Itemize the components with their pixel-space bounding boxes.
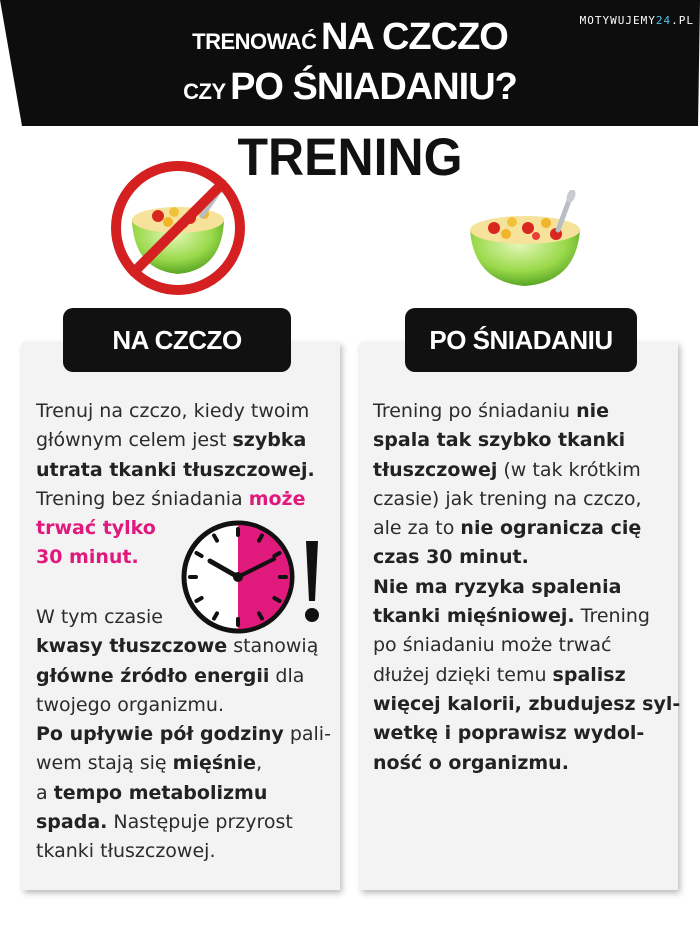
text-segment: tkanki tłuszczowej. (36, 840, 216, 863)
bold-text: spada. (36, 811, 108, 834)
text-segment: Trening bez śniadania (36, 487, 249, 510)
watermark-tld: .PL (671, 14, 694, 27)
text-line (36, 426, 315, 455)
bold-text: nie ogranicza cię (460, 517, 642, 540)
text-line (373, 573, 680, 602)
text-line (36, 837, 331, 866)
text-line (373, 397, 680, 426)
text-segment: dla (269, 664, 305, 687)
text-line (373, 602, 680, 631)
clock-tick (259, 613, 262, 618)
bold-text: wetkę i poprawisz wydol- (373, 722, 645, 745)
po-sniadaniu-text (373, 397, 680, 778)
text-line (373, 456, 680, 485)
text-segment: pali- (283, 723, 331, 746)
watermark-number: 24 (655, 14, 672, 27)
clock-tick (214, 535, 217, 540)
text-line (373, 514, 680, 543)
bold-text: tkanki mięśniowej. (373, 605, 575, 628)
page-title: TRENING (237, 127, 463, 187)
text-line (36, 662, 331, 691)
header-line1-small: TRENOWAĆ (192, 29, 317, 54)
bold-text: ność o organizmu. (373, 751, 569, 774)
text-segment: Trening po śniadaniu (373, 400, 577, 422)
exclamation-icon (305, 541, 319, 622)
bold-text: spala tak szybko tkanki (373, 429, 626, 452)
text-segment: Następuje przyrost (107, 811, 293, 834)
clock-tick (274, 598, 279, 601)
site-watermark (580, 14, 694, 27)
text-segment: , (256, 752, 263, 775)
text-segment: W tym czasie (36, 606, 163, 628)
clock-tick (274, 553, 279, 556)
text-segment: twojego organizmu. (36, 693, 224, 716)
text-line (36, 485, 315, 514)
text-line (373, 661, 680, 690)
bold-text: Po upływie pół godziny (36, 723, 284, 746)
text-line (36, 397, 315, 426)
text-segment: (w tak krótkim (497, 458, 641, 481)
header-line2-small: CZY (183, 79, 226, 104)
cereal-bowl-icon (466, 190, 586, 294)
watermark-main: MOTYWUJEMY (579, 14, 656, 27)
text-segment: wem stają się (36, 752, 173, 775)
label-po-sniadaniu: PO ŚNIADANIU (405, 308, 637, 372)
text-segment: stanowią (227, 635, 319, 658)
text-segment: ale za to (373, 517, 461, 540)
text-line (36, 749, 331, 778)
bold-text: tempo metabolizmu (53, 781, 268, 804)
text-segment: czasie) jak trening na czczo, (373, 487, 642, 510)
bold-text: tłuszczowej (373, 458, 498, 481)
bold-text: mięśnie (172, 752, 257, 775)
clock-icon (180, 519, 325, 643)
text-line (373, 631, 680, 660)
text-segment: głównym celem jest (36, 429, 233, 452)
clock-tick (196, 598, 201, 601)
bold-text: czas 30 minut. (373, 546, 529, 569)
text-line (36, 720, 331, 749)
text-line (36, 779, 331, 808)
text-line (36, 808, 331, 837)
text-line (36, 691, 331, 720)
clock-tick (214, 613, 217, 618)
text-segment: Trenuj na czczo, kiedy twoim (36, 400, 310, 422)
text-line (373, 543, 680, 572)
crossed-out-cereal-bowl-icon (108, 158, 248, 302)
bold-text: nie (576, 400, 609, 422)
highlight-text: może (248, 487, 306, 510)
text-line (373, 749, 680, 778)
label-na-czczo: NA CZCZO (63, 308, 291, 372)
bold-text: szybka (232, 429, 307, 452)
clock-tick (196, 553, 201, 556)
bold-text: główne źródło energii (36, 664, 270, 687)
header-line1-big: NA CZCZO (320, 16, 508, 58)
text-line (373, 426, 680, 455)
text-line (373, 690, 680, 719)
bold-text: kwasy tłuszczowe (36, 635, 228, 658)
text-line (373, 485, 680, 514)
text-segment: dłużej dzięki temu (373, 663, 553, 686)
text-segment: Trening (574, 605, 650, 628)
text-segment: a (36, 781, 54, 804)
header-title-line-2 (0, 66, 700, 109)
bold-text: utrata tkanki tłuszczowej. (36, 458, 315, 481)
bold-text: spalisz (552, 663, 626, 686)
clock-tick (259, 535, 262, 540)
bold-text: Nie ma ryzyka spalenia (373, 575, 622, 598)
text-segment: po śniadaniu może trwać (373, 634, 612, 657)
highlight-text: 30 minut. (36, 546, 139, 569)
highlight-text: trwać tylko (36, 517, 156, 540)
text-line (36, 456, 315, 485)
header-line2-big: PO ŚNIADANIU? (230, 66, 517, 108)
text-line (373, 719, 680, 748)
bold-text: więcej kalorii, zbudujesz syl- (373, 692, 681, 715)
